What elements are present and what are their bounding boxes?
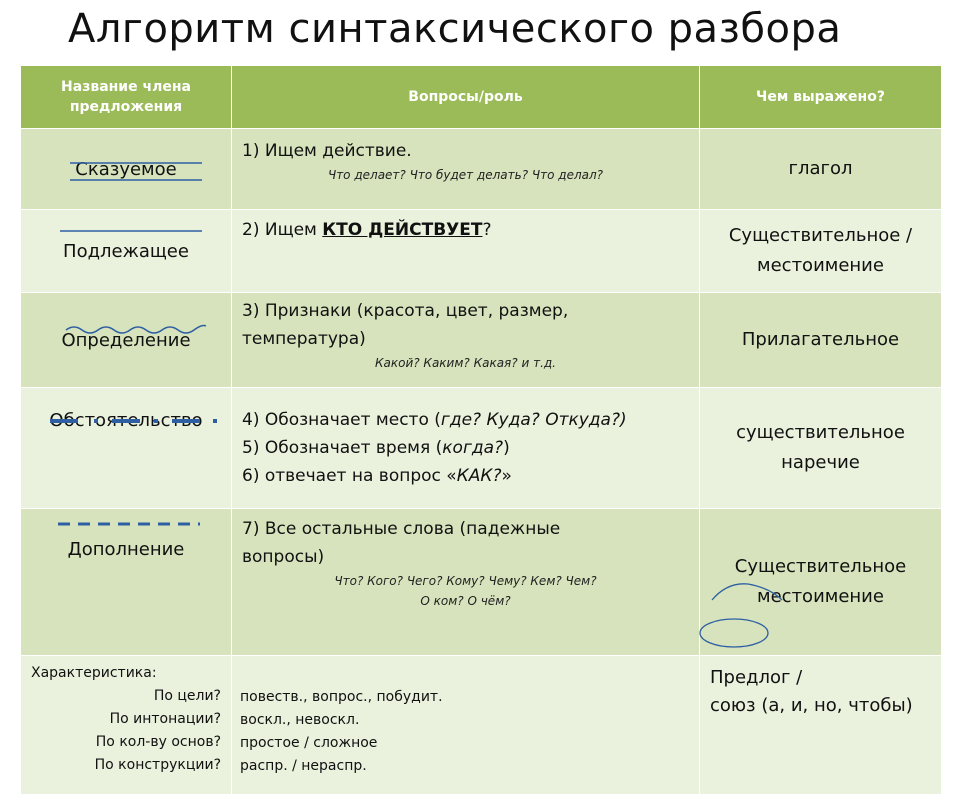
expressed-text: местоимение	[757, 586, 884, 607]
role-cell	[232, 293, 700, 388]
role-cell	[232, 509, 700, 656]
role-italic: когда?	[442, 438, 504, 458]
role-text: температура)	[242, 329, 366, 349]
question-hint: О ком? О чём?	[420, 594, 511, 608]
service-words-cell	[700, 656, 942, 795]
role-text	[232, 216, 699, 244]
role-suffix: ?	[482, 220, 492, 240]
role-part: 5) Обозначает время (	[242, 438, 443, 458]
role-part: 6) отвечает на вопрос «	[242, 466, 457, 486]
role-part: »	[501, 466, 512, 486]
role-text: 3) Признаки (красота, цвет, размер,	[242, 301, 569, 321]
table-row	[21, 210, 942, 293]
member-cell	[21, 293, 232, 388]
characteristic-answer: распр. / нераспр.	[240, 758, 367, 774]
question-hint: Какой? Каким? Какая? и т.д.	[374, 356, 556, 370]
role-text: 7) Все остальные слова (падежные	[242, 519, 561, 539]
expressed-text: глагол	[788, 158, 853, 179]
header-name: Название члена предложения	[21, 66, 232, 129]
role-text: вопросы)	[242, 547, 325, 567]
expressed-cell	[700, 129, 942, 210]
role-part: )	[503, 438, 510, 458]
header-questions: Вопросы/роль	[232, 66, 700, 129]
role-italic: где? Куда? Откуда?)	[440, 410, 627, 430]
question-hint: Что делает? Что будет делать? Что делал?	[327, 168, 604, 182]
expressed-text: Прилагательное	[741, 329, 900, 350]
role-cell	[232, 129, 700, 210]
table-row	[21, 509, 942, 656]
role-emphasis: КТО ДЕЙСТВУЕТ	[322, 220, 483, 240]
role-text	[232, 406, 699, 434]
role-prefix: 2) Ищем	[242, 220, 323, 240]
characteristic-answer: повеств., вопрос., побудит.	[240, 689, 443, 705]
table-row	[21, 388, 942, 509]
characteristic-question: По кол-ву основ?	[95, 734, 221, 750]
preposition-text: Предлог /	[710, 667, 803, 688]
role-text	[232, 462, 699, 490]
expressed-text: существительное	[736, 422, 905, 443]
question-hint: Что? Кого? Чего? Кому? Чему? Кем? Чем?	[334, 574, 597, 588]
expressed-text: Существительное	[734, 556, 907, 577]
member-name-subject: Подлежащее	[63, 240, 189, 262]
characteristic-answer: воскл., невоскл.	[240, 712, 360, 728]
table-row	[21, 656, 942, 795]
expressed-text: Существительное /	[728, 225, 913, 246]
header-expressed: Чем выражено?	[700, 66, 942, 129]
table-row	[21, 293, 942, 388]
role-part: 4) Обозначает место (	[242, 410, 441, 430]
table-row	[21, 129, 942, 210]
characteristics-answers-cell	[232, 656, 700, 795]
member-cell	[21, 388, 232, 509]
member-cell	[21, 129, 232, 210]
characteristic-question: По интонации?	[109, 711, 221, 727]
conjunction-text: союз (а, и, но, чтобы)	[710, 695, 913, 716]
expressed-cell	[700, 509, 942, 656]
role-text	[232, 434, 699, 462]
member-cell	[21, 509, 232, 656]
expressed-cell	[700, 388, 942, 509]
syntax-table	[20, 65, 942, 795]
member-name-adverbial: Обстоятельство	[49, 410, 203, 431]
member-name-attribute: Определение	[61, 329, 191, 351]
page-title: Алгоритм синтаксического разбора	[68, 6, 842, 52]
characteristic-question: По конструкции?	[94, 757, 221, 773]
role-text: 1) Ищем действие.	[242, 141, 412, 161]
table-header-row	[21, 66, 942, 129]
expressed-text: наречие	[781, 452, 860, 473]
characteristics-heading: Характеристика:	[31, 665, 157, 681]
member-name-object: Дополнение	[67, 539, 185, 560]
characteristic-answer: простое / сложное	[240, 735, 378, 751]
characteristic-question: По цели?	[153, 688, 221, 704]
member-cell	[21, 210, 232, 293]
expressed-cell	[700, 293, 942, 388]
member-name-predicate: Сказуемое	[75, 158, 177, 180]
expressed-text: местоимение	[757, 255, 884, 276]
role-cell	[232, 388, 700, 509]
role-cell	[232, 210, 700, 293]
role-italic: КАК?	[456, 466, 502, 486]
characteristics-questions-cell	[21, 656, 232, 795]
expressed-cell	[700, 210, 942, 293]
